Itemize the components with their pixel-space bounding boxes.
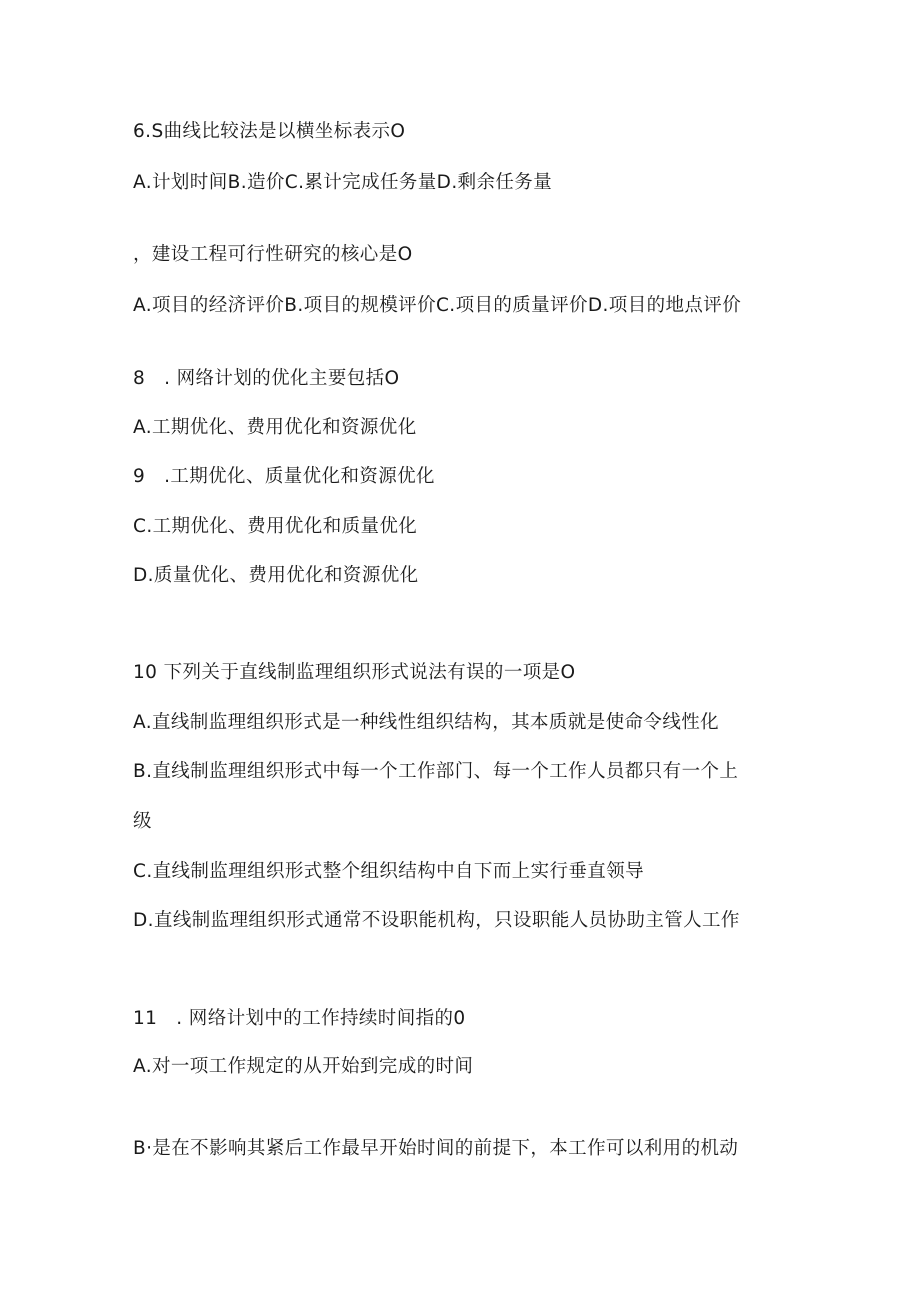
question-7-options: A.项目的经济评价B.项目的规模评价C.项目的质量评价D.项目的地点评价 <box>133 295 742 316</box>
question-10-option-a: A.直线制监理组织形式是一种线性组织结构，其本质就是使命令线性化 <box>133 712 720 733</box>
question-11-option-b: B·是在不影响其紧后工作最早开始时间的前提下，本工作可以利用的机动 <box>133 1138 739 1159</box>
question-8-option-a: A.工期优化、费用优化和资源优化 <box>133 417 417 438</box>
question-8-option-b: 9 .工期优化、质量优化和资源优化 <box>133 466 435 487</box>
question-8-option-d: D.质量优化、费用优化和资源优化 <box>133 565 419 586</box>
question-10-option-d: D.直线制监理组织形式通常不设职能机构，只设职能人员协助主管人工作 <box>133 910 740 931</box>
question-10-option-b-cont: 级 <box>133 811 152 832</box>
question-6-stem: 6.S曲线比较法是以横坐标表示O <box>133 121 406 142</box>
question-10-stem: 10 下列关于直线制监理组织形式说法有误的一项是O <box>133 662 576 683</box>
question-11-stem: 11 . 网络计划中的工作持续时间指的0 <box>133 1008 466 1029</box>
question-8-option-c: C.工期优化、费用优化和质量优化 <box>133 516 418 537</box>
question-10-option-b: B.直线制监理组织形式中每一个工作部门、每一个工作人员都只有一个上 <box>133 761 739 782</box>
question-10-option-c: C.直线制监理组织形式整个组织结构中自下而上实行垂直领导 <box>133 861 645 882</box>
question-6-options: A.计划时间B.造价C.累计完成任务量D.剩余任务量 <box>133 172 553 193</box>
question-8-stem: 8 . 网络计划的优化主要包括O <box>133 368 400 389</box>
question-7-stem: ，建设工程可行性研究的核心是O <box>133 244 413 265</box>
question-11-option-a: A.对一项工作规定的从开始到完成的时间 <box>133 1056 474 1077</box>
